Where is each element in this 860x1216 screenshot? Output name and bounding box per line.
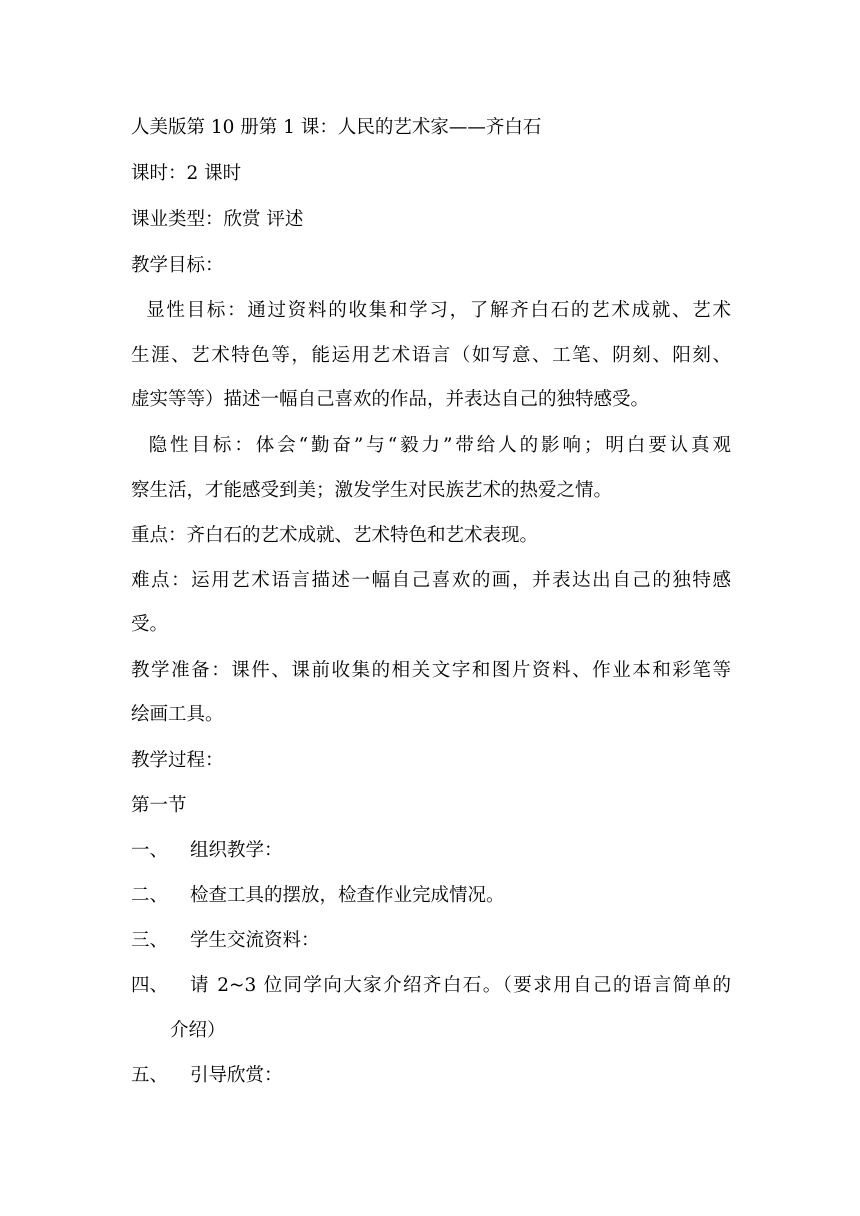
explicit-goal-line-2: 生涯、艺术特色等，能运用艺术语言（如写意、工笔、阴刻、阳刻、 [131,345,731,366]
step-text: 检查工具的摆放，检查作业完成情况。 [190,885,505,906]
step-text: 组织教学： [190,840,283,861]
step-number: 三、 [131,930,169,951]
process-heading: 教学过程： [131,750,224,771]
lesson-type: 课业类型：欣赏 评述 [131,209,304,230]
step-text: 引导欣赏： [190,1065,283,1086]
implicit-goal-line-2: 察生活，才能感受到美；激发学生对民族艺术的热爱之情。 [131,480,613,501]
class-hours: 课时：2 课时 [131,163,242,184]
explicit-goal-line-1: 显性目标：通过资料的收集和学习，了解齐白石的艺术成就、艺术 [131,300,731,321]
difficulty-line-2: 受。 [131,614,169,635]
preparation-line-1: 教学准备：课件、课前收集的相关文字和图片资料、作业本和彩笔等 [131,660,731,681]
explicit-goal-line-3: 虚实等等）描述一幅自己喜欢的作品，并表达自己的独特感受。 [131,389,650,410]
section-heading: 第一节 [131,795,187,816]
step-text: 学生交流资料： [190,930,320,951]
preparation-line-2: 绘画工具。 [131,704,224,725]
step-number: 一、 [131,840,169,861]
step-number: 四、 [131,975,169,996]
step-text: 请 2~3 位同学向大家介绍齐白石。（要求用自己的语言简单的 [190,975,731,996]
step-number: 二、 [131,885,169,906]
key-points: 重点：齐白石的艺术成就、艺术特色和艺术表现。 [131,525,539,546]
objectives-heading: 教学目标： [131,255,224,276]
lesson-title: 人美版第 10 册第 1 课：人民的艺术家——齐白石 [131,117,542,138]
step-continuation: 介绍） [170,1020,226,1041]
difficulty-line-1: 难点：运用艺术语言描述一幅自己喜欢的画，并表达出自己的独特感 [131,570,731,591]
implicit-goal-line-1: 隐性目标：体会“勤奋”与“毅力”带给人的影响；明白要认真观 [131,435,731,456]
step-number: 五、 [131,1065,169,1086]
